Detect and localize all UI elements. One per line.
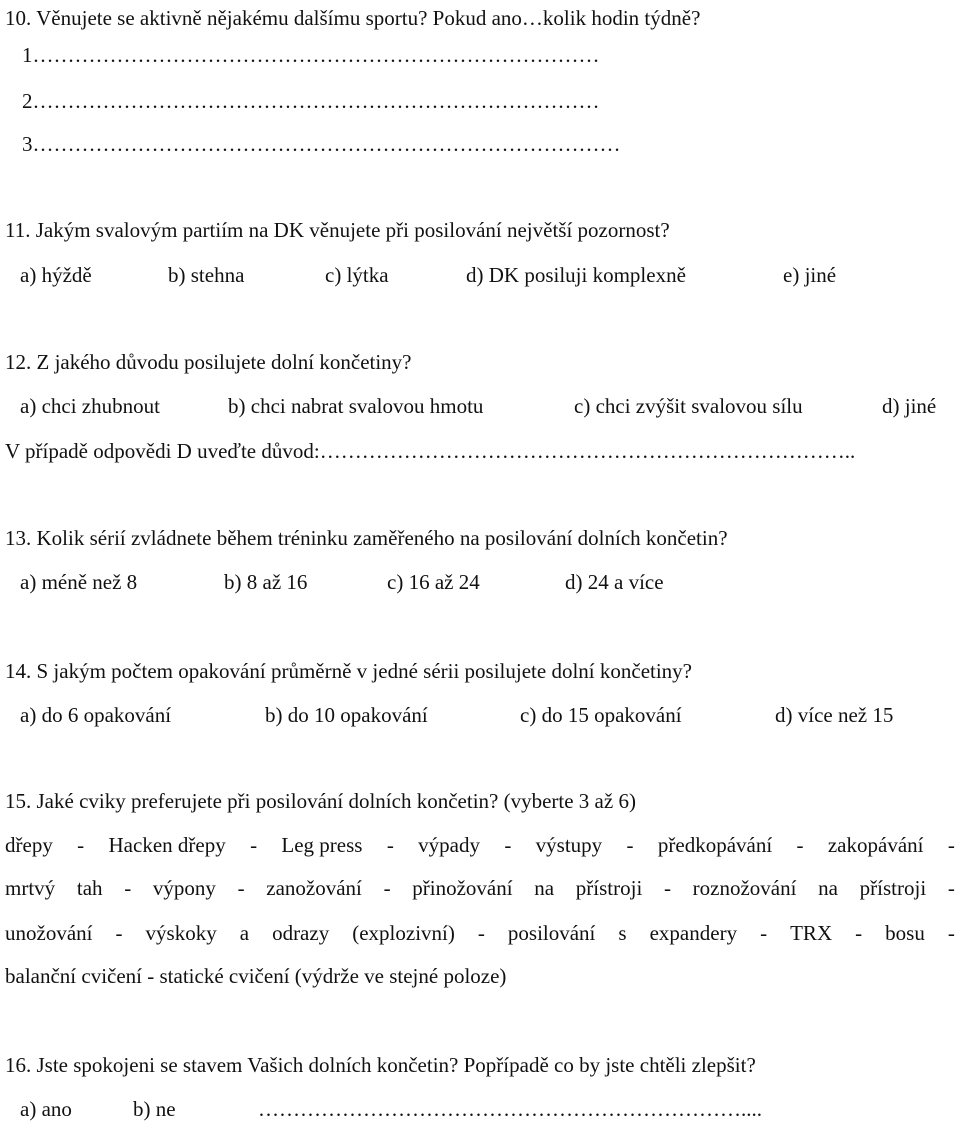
- exercise-word: -: [947, 833, 955, 857]
- q13-option-b[interactable]: b) 8 až 16: [224, 570, 308, 594]
- exercise-word[interactable]: expandery: [649, 921, 738, 945]
- q15-exercise-line-4[interactable]: balanční cvičení - statické cvičení (výdrže ve stejné poloze): [5, 964, 507, 988]
- exercise-word[interactable]: Leg press: [281, 833, 363, 857]
- exercise-word: -: [383, 876, 391, 900]
- q13-question: 13. Kolik sérií zvládnete během tréninku zaměřeného na posilování dolních končetin?: [5, 526, 728, 550]
- exercise-word[interactable]: výpony: [152, 876, 216, 900]
- q13-option-a[interactable]: a) méně než 8: [20, 570, 138, 594]
- q10-answer-line-3[interactable]: 3…………………………………………………………………………: [22, 132, 621, 156]
- exercise-word[interactable]: Hacken dřepy: [108, 833, 226, 857]
- q16-option-a[interactable]: a) ano: [20, 1097, 72, 1121]
- q16-comment-field[interactable]: ……………………………………………………………....: [258, 1097, 762, 1121]
- q15-question: 15. Jaké cviky preferujete při posilování dolních končetin? (vyberte 3 až 6): [5, 789, 636, 813]
- exercise-word[interactable]: přístroji: [575, 876, 643, 900]
- q12-followup-field[interactable]: V případě odpovědi D uveďte důvod:…………………………………………………………………..: [5, 439, 856, 463]
- exercise-word: -: [626, 833, 634, 857]
- exercise-word[interactable]: na: [818, 876, 838, 900]
- q11-option-e[interactable]: e) jiné: [783, 263, 837, 287]
- q11-option-a[interactable]: a) hýždě: [20, 263, 92, 287]
- q11-option-b[interactable]: b) stehna: [168, 263, 245, 287]
- exercise-word[interactable]: bosu: [885, 921, 925, 945]
- q14-option-d[interactable]: d) více než 15: [775, 703, 894, 727]
- q15-exercise-line-3: [5, 918, 955, 948]
- exercise-word: -: [663, 876, 671, 900]
- exercise-word[interactable]: přinožování: [412, 876, 513, 900]
- q12-question: 12. Z jakého důvodu posilujete dolní končetiny?: [5, 350, 412, 374]
- exercise-word[interactable]: odrazy: [272, 921, 330, 945]
- exercise-word[interactable]: výstupy: [535, 833, 603, 857]
- q11-question: 11. Jakým svalovým partiím na DK věnujete při posilování největší pozornost?: [5, 218, 670, 242]
- exercise-word[interactable]: TRX: [790, 921, 833, 945]
- q16-option-b[interactable]: b) ne: [133, 1097, 176, 1121]
- exercise-word[interactable]: předkopávání: [657, 833, 773, 857]
- exercise-word[interactable]: výpady: [418, 833, 480, 857]
- q16-question: 16. Jste spokojeni se stavem Vašich dolních končetin? Popřípadě co by jste chtěli zlepšit?: [5, 1053, 756, 1077]
- q12-option-d[interactable]: d) jiné: [882, 394, 937, 418]
- q15-exercise-line-1: [5, 830, 955, 860]
- q10-answer-line-2[interactable]: 2………………………………………………………………………: [22, 89, 600, 113]
- q12-option-a[interactable]: a) chci zhubnout: [20, 394, 160, 418]
- exercise-word[interactable]: unožování: [5, 921, 93, 945]
- exercise-word[interactable]: výskoky: [145, 921, 217, 945]
- exercise-word[interactable]: tah: [76, 876, 103, 900]
- exercise-word: -: [504, 833, 512, 857]
- exercise-word: -: [947, 921, 955, 945]
- q10-question: 10. Věnujete se aktivně nějakému dalšímu sportu? Pokud ano…kolik hodin týdně?: [5, 6, 701, 30]
- exercise-word[interactable]: a: [239, 921, 250, 945]
- q11-option-c[interactable]: c) lýtka: [325, 263, 389, 287]
- q14-option-b[interactable]: b) do 10 opakování: [265, 703, 428, 727]
- q15-exercise-line-2: [5, 873, 955, 903]
- exercise-word: -: [477, 921, 485, 945]
- q14-option-a[interactable]: a) do 6 opakování: [20, 703, 172, 727]
- q11-option-d[interactable]: d) DK posiluji komplexně: [466, 263, 686, 287]
- exercise-word: -: [796, 833, 804, 857]
- exercise-word: -: [760, 921, 768, 945]
- exercise-word[interactable]: s: [618, 921, 627, 945]
- q13-option-d[interactable]: d) 24 a více: [565, 570, 664, 594]
- q10-answer-line-1[interactable]: 1………………………………………………………………………: [22, 43, 600, 67]
- q12-option-c[interactable]: c) chci zvýšit svalovou sílu: [574, 394, 803, 418]
- exercise-word: -: [855, 921, 863, 945]
- q14-question: 14. S jakým počtem opakování průměrně v jedné sérii posilujete dolní končetiny?: [5, 659, 693, 683]
- q14-option-c[interactable]: c) do 15 opakování: [520, 703, 682, 727]
- exercise-word: -: [237, 876, 245, 900]
- exercise-word[interactable]: posilování: [507, 921, 596, 945]
- exercise-word: -: [124, 876, 132, 900]
- exercise-word[interactable]: zanožování: [266, 876, 362, 900]
- exercise-word: -: [77, 833, 85, 857]
- exercise-word: -: [115, 921, 123, 945]
- exercise-word[interactable]: zakopávání: [827, 833, 924, 857]
- q12-option-b[interactable]: b) chci nabrat svalovou hmotu: [228, 394, 484, 418]
- exercise-word: -: [250, 833, 258, 857]
- exercise-word[interactable]: na: [534, 876, 555, 900]
- exercise-word: -: [947, 876, 955, 900]
- exercise-word: -: [386, 833, 394, 857]
- exercise-word[interactable]: dřepy: [5, 833, 53, 857]
- exercise-word[interactable]: přístroji: [859, 876, 927, 900]
- exercise-word[interactable]: (explozivní): [352, 921, 455, 945]
- exercise-word[interactable]: roznožování: [692, 876, 797, 900]
- q13-option-c[interactable]: c) 16 až 24: [387, 570, 480, 594]
- exercise-word[interactable]: mrtvý: [5, 876, 56, 900]
